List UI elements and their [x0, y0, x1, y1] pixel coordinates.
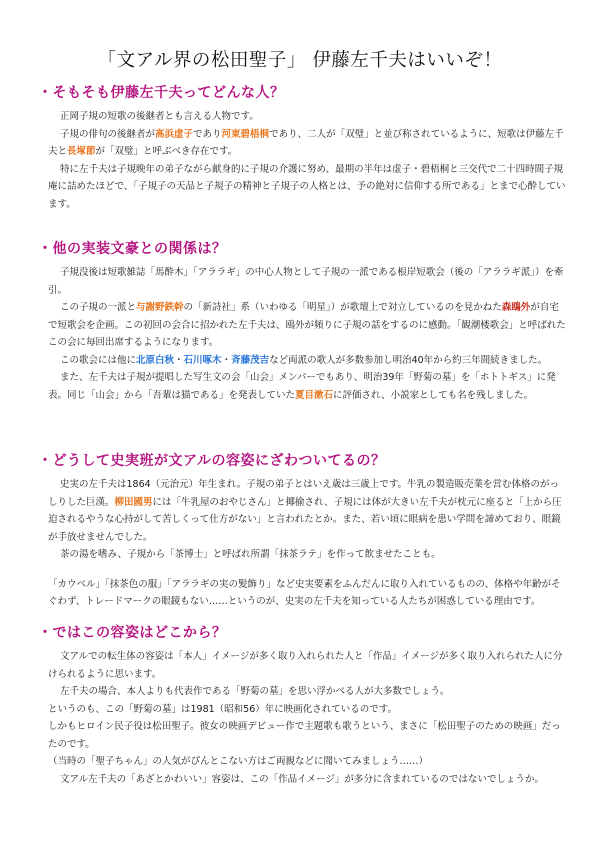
- text-run: には「牛乳屋のおやじさん」と揶揄され、子規には体が大きい左千夫が枕元に座ると「上から圧迫されるやうな心持がして苦しくって仕方がない」と言われたとか。また、若い頃に眼病を患い学問を諦めており、眼鏡が手放せませんでした。: [48, 496, 562, 543]
- section-heading: ・ではこの容姿はどこから？: [38, 625, 227, 641]
- name-highlight: 与謝野鉄幹: [136, 302, 184, 313]
- paragraph: [38, 476, 568, 546]
- paragraph: 「カウベル」「抹茶色の服」「アララギの実の髪飾り」など史実要素をふんだんに取り入れているものの、体格や年齢がそぐわず、トレードマークの眼鏡もない……というのが、史実の左千夫を知っている人たちが困惑している理由です。: [48, 578, 561, 607]
- section-heading: ・そもそも伊藤左千夫ってどんな人？: [38, 85, 285, 101]
- section-relations: [38, 240, 568, 404]
- name-highlight: 夏目漱石: [295, 389, 334, 401]
- paragraph: しかもヒロイン民子役は松田聖子。彼女の映画デビュー作で主題歌も歌うという、まさに「松田聖子のための映画」だったのです。: [48, 721, 561, 750]
- paragraph: [38, 299, 568, 352]
- text-run: が自宅で短歌会を企画。この初回の会合に招かれた左千夫は、鴎外が頻りに子規の話をするのに感動。「観潮楼歌会」と呼ばれたこの会に毎回出席するようになります。: [48, 302, 566, 348]
- paragraph: 茶の湯を嗜み、子規から「茶博士」と呼ばれ所謂「抹茶ラテ」を作って飲ませたことも。: [60, 549, 441, 560]
- text-run: ・: [221, 354, 232, 366]
- text-run: この歌会には他に: [60, 354, 137, 366]
- text-run: が「双璧」と呼ぶべき存在です。: [95, 146, 238, 157]
- name-highlight: 河東碧梧桐: [221, 128, 270, 140]
- paragraph: 左千夫の場合、本人よりも代表作である「野菊の墓」を思い浮かべる人が大多数でしょう。: [60, 686, 450, 697]
- text-run: この子規の一派と: [60, 302, 137, 313]
- text-run: であり: [193, 128, 222, 140]
- paragraph: （当時の「聖子ちゃん」の人気がぴんとこない方はご両親などに聞いてみましょう……）: [48, 756, 429, 767]
- section-heading: ・他の実装文豪との関係は？: [38, 241, 227, 257]
- text-run: の「新詩社」系（いわゆる「明星」）が歌壇上で対立しているのを見かねた: [183, 302, 502, 313]
- name-highlight: 柳田國男: [114, 496, 153, 508]
- name-highlight: 石川啄木: [183, 354, 222, 366]
- section-heading: ・どうして史実班が文アルの容姿にざわついてるの？: [38, 453, 386, 469]
- paragraph: 文アル左千夫の「あざとかわいい」容姿は、この「作品イメージ」が多分に含まれているのではないでしょうか。: [60, 773, 544, 785]
- name-highlight: 長塚節: [67, 146, 96, 157]
- paragraph: というのも、この「野菊の墓」は1981（昭和56）年に映画化されているのです。: [48, 703, 398, 715]
- text-run: ・: [174, 354, 184, 366]
- name-highlight: 斉藤茂吉: [231, 354, 270, 366]
- text-run: に評価され、小説家としても名を残しました。: [333, 389, 534, 401]
- paragraph: [38, 369, 568, 404]
- text-run: 史実の左千夫は1864（元治元）年生まれ。子規の弟子とはいえ歳は三歳上です。牛乳の製造販売業を営む体格のがっしりした巨漢。: [48, 479, 559, 508]
- paragraph: 子規没後は短歌雑誌「馬酔木」「アララギ」の中心人物として子規の一派である根岸短歌会（後の「アララギ派」）を牽引。: [48, 267, 564, 296]
- section-who-is-sachio: [38, 84, 568, 213]
- page-title: 「文アル界の松田聖子」 伊藤左千夫はいいぞ！: [97, 50, 503, 71]
- text-run: また、左千夫は子規が提唱した写生文の会「山会」メンバーでもあり、明治39年「野菊の墓」を「ホトトギス」に発表。同じ「山会」から「吾輩は猫である」を発表していた: [48, 372, 556, 401]
- spacer: [38, 564, 568, 576]
- paragraph: [38, 126, 568, 161]
- section-appearance-debate: [38, 452, 568, 611]
- paragraph: [38, 352, 568, 370]
- text-run: であり、二人が「双璧」と並び称されているように、短歌は伊藤左千夫と: [48, 128, 564, 157]
- section-appearance-origin: [38, 624, 568, 788]
- text-run: など両派の歌人が多数参加し明治40年から約三年間続きました。: [269, 354, 548, 366]
- paragraph: 正岡子規の短歌の後継者とも言える人物です。: [60, 111, 259, 122]
- name-highlight: 北原白秋: [136, 354, 175, 366]
- text-run: 子規の俳句の後継者が: [60, 128, 156, 140]
- paragraph: 特に左千夫は子規晩年の弟子ながら献身的に子規の介護に努め、最期の半年は虚子・碧梧桐と三交代で二十四時間子規庵に詰めたほどで、「子規子の天品と子規子の精神と子規子の人格とは、予の絶対に信仰する所である」とまで心酔しています。: [48, 163, 566, 210]
- paragraph: 文アルでの転生体の容姿は「本人」イメージが多く取り入れられた人と「作品」イメージが多く取り入れられた人に分けられるように思います。: [48, 651, 563, 680]
- name-highlight: 森鴎外: [501, 302, 531, 313]
- name-highlight: 高浜虚子: [155, 128, 194, 140]
